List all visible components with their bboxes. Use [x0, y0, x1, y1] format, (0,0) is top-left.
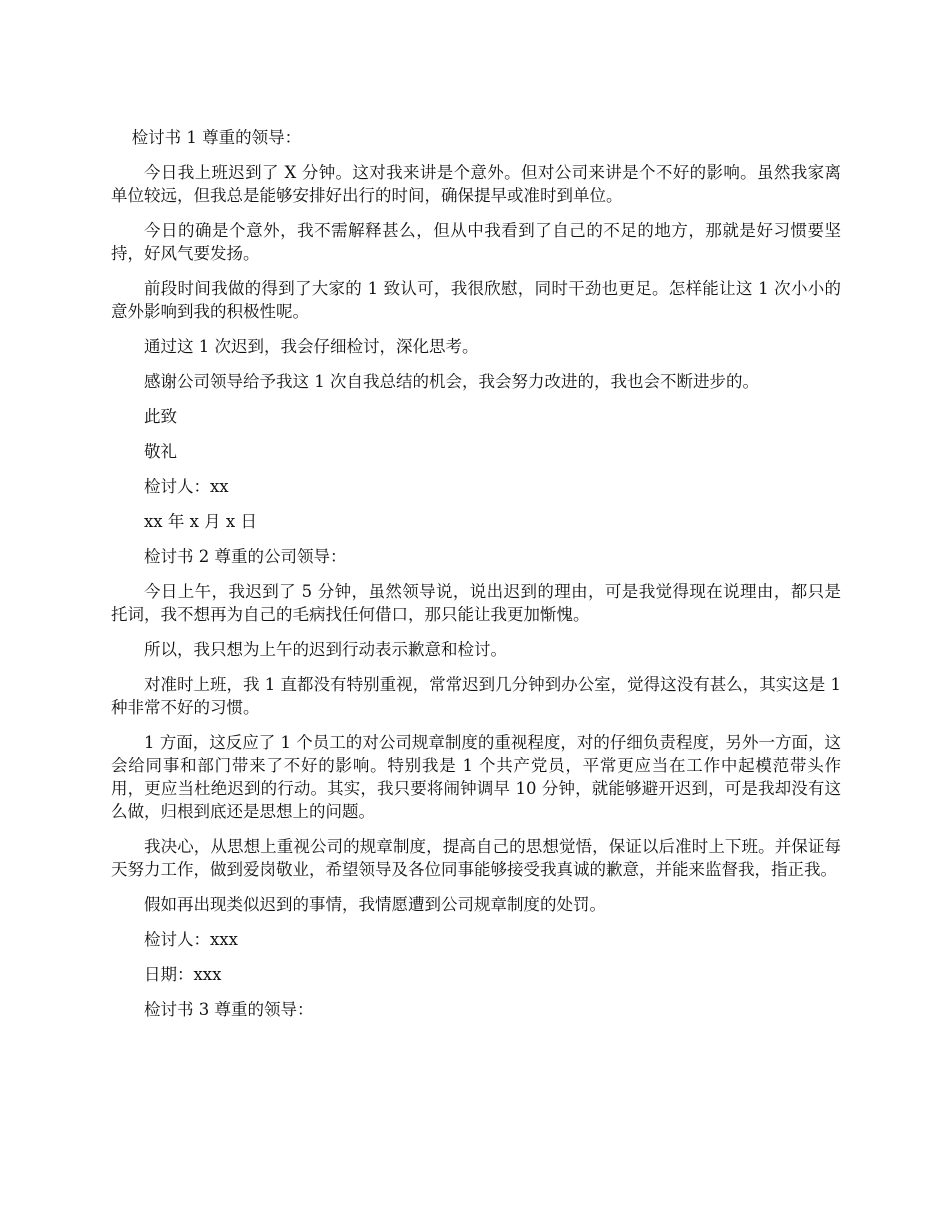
letter-2-signer: 检讨人：xxx	[144, 930, 238, 949]
letter-2-date: 日期：xxx	[144, 965, 222, 984]
letter-2-paragraph: 我决心，从思想上重视公司的规章制度，提高自己的思想觉悟，保证以后准时上下班。并保证每天努力工作，做到爱岗敬业，希望领导及各位同事能够接受我真诚的歉意，并能来监督我，指正我。	[111, 837, 841, 879]
letter-3-heading: 检讨书 3 尊重的领导：	[144, 1000, 314, 1019]
letter-1-salutation: 敬礼	[144, 442, 177, 461]
letter-1-closing: 此致	[144, 407, 177, 426]
letter-1-paragraph: 感谢公司领导给予我这 1 次自我总结的机会，我会努力改进的，我也会不断进步的。	[144, 372, 759, 391]
letter-1-date: xx 年 x 月 x 日	[144, 512, 257, 531]
letter-2-paragraph: 对准时上班，我 1 直都没有特别重视，常常迟到几分钟到办公室，觉得这没有甚么，其实这是 1 种非常不好的习惯。	[111, 675, 841, 717]
letter-1-paragraph: 今日的确是个意外，我不需解释甚么，但从中我看到了自己的不足的地方，那就是好习惯要坚持，好风气要发扬。	[111, 221, 841, 263]
document-body	[111, 126, 841, 1033]
letter-2-paragraph: 今日上午，我迟到了 5 分钟，虽然领导说，说出迟到的理由，可是我觉得现在说理由，都只是托词，我不想再为自己的毛病找任何借口，那只能让我更加惭愧。	[111, 582, 841, 624]
letter-1-heading: 检讨书 1 尊重的领导：	[131, 128, 302, 147]
letter-2-paragraph: 假如再出现类似迟到的事情，我情愿遭到公司规章制度的处罚。	[144, 895, 606, 914]
letter-2-paragraph: 1 方面，这反应了 1 个员工的对公司规章制度的重视程度，对的仔细负责程度，另外一方面，这会给同事和部门带来了不好的影响。特别我是 1 个共产党员，平常更应当在工作中起模范带头作用，更应当杜绝迟到的行动。其实，我只要将闹钟调早 10 分钟，就能够避开迟到，可是我却没有这么做，归根到底还是思想上的问题。	[111, 733, 841, 821]
letter-1-paragraph: 前段时间我做的得到了大家的 1 致认可，我很欣慰，同时干劲也更足。怎样能让这 1 次小小的意外影响到我的积极性呢。	[111, 279, 841, 321]
letter-1-paragraph: 今日我上班迟到了 X 分钟。这对我来讲是个意外。但对公司来讲是个不好的影响。虽然我家离单位较远，但我总是能够安排好出行的时间，确保提早或准时到单位。	[111, 163, 841, 205]
letter-2-paragraph: 所以，我只想为上午的迟到行动表示歉意和检讨。	[144, 640, 507, 659]
letter-1-paragraph: 通过这 1 次迟到，我会仔细检讨，深化思考。	[144, 337, 479, 356]
letter-2-heading: 检讨书 2 尊重的公司领导：	[144, 547, 347, 566]
letter-1-signer: 检讨人：xx	[144, 477, 229, 496]
